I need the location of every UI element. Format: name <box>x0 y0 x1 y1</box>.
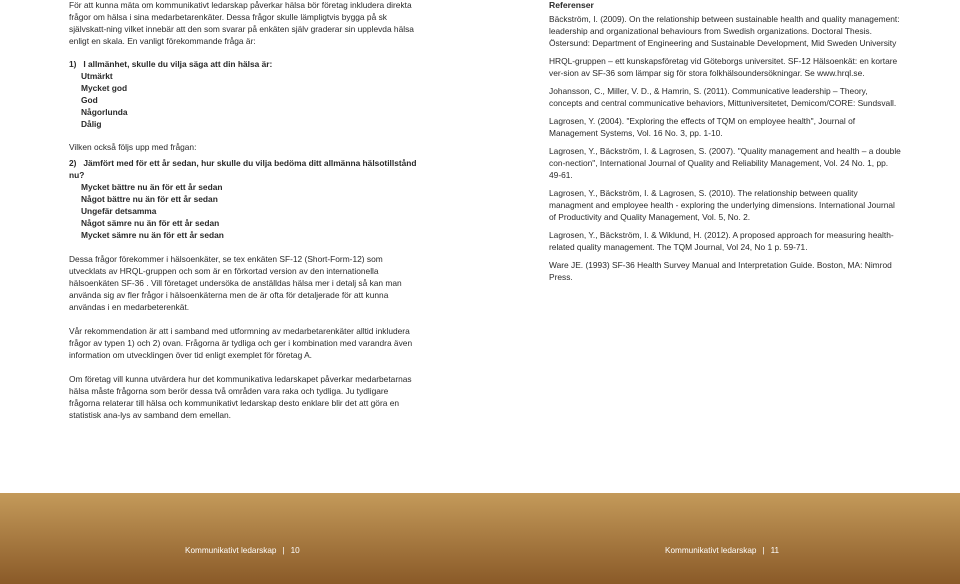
question-2-options <box>81 181 417 241</box>
reference-item: Lagrosen, Y. (2004). "Exploring the effects of TQM on employee health", Journal of Management Systems, Vol. 16 No. 3, pp. 1-10. <box>549 116 856 138</box>
question-2-text: Jämfört med för ett år sedan, hur skulle du vilja bedöma ditt allmänna hälsotillstånd nu? <box>69 158 417 180</box>
body-paragraph-1: Dessa frågor förekommer i hälsoenkäter, se tex enkäten SF-12 (Short-Form-12) som utvecklats av HRQL-gruppen och som är en förkortad version av den internationella hälsoenkäten SF-36 . Vill företaget undersöka de anställdas hälsa mer i detalj så kan man använda sig av fler frågor i hälsoenkäterna men de är ofta för detaljerade för att kunna användas i en medarbeterenkät. <box>69 254 402 312</box>
references-heading: Referenser <box>549 0 594 10</box>
question-2-option: Ungefär detsamma <box>81 206 157 216</box>
footer-right-separator: | <box>762 546 765 555</box>
footer-left-page-number: 10 <box>290 546 300 555</box>
follow-up-text: Vilken också följs upp med frågan: <box>69 142 197 152</box>
question-2-option: Något bättre nu än för ett år sedan <box>81 194 218 204</box>
footer-left-separator: | <box>282 546 285 555</box>
question-2-option: Mycket sämre nu än för ett år sedan <box>81 230 224 240</box>
footer-left-title: Kommunikativt ledarskap <box>185 546 277 555</box>
question-1-number: 1) <box>69 59 77 69</box>
reference-item: Johansson, C., Miller, V. D., & Hamrin, S. (2011). Communicative leadership – Theory, concepts and central communicative behaviors, Mittuniversitetet, Demicom/CORE: Sundsvall. <box>549 86 897 108</box>
reference-item: Ware JE. (1993) SF-36 Health Survey Manual and Interpretation Guide. Boston, MA: Nimrod Press. <box>549 260 892 282</box>
question-2-option: Mycket bättre nu än för ett år sedan <box>81 182 223 192</box>
question-1-option: God <box>81 95 98 105</box>
body-paragraph-2: Vår rekommendation är att i samband med utformning av medarbetarenkäter alltid inkludera frågor av typen 1) och 2) ovan. Frågorna är tydliga och ger i kombination med varandra även information om utvecklingen över tid enligt exemplet för företag A. <box>69 326 413 360</box>
question-1-option: Någorlunda <box>81 107 128 117</box>
reference-item: Lagrosen, Y., Bäckström, I. & Lagrosen, S. (2007). "Quality management and health – a double con-nection", International Journal of Quality and Reliability Management, Vol. 24 No. 1, pp. 49-61. <box>549 146 901 180</box>
reference-item: Bäckström, I. (2009). On the relationship between sustainable health and quality management: leadership and organizational behaviours from Swedish organizations. Doctoral Thesis. Östersund: Department of Engineering and Sustainable Development, Mid Sweden University <box>549 14 900 48</box>
reference-item: HRQL-gruppen – ett kunskapsföretag vid Göteborgs universitet. SF-12 Hälsoenkät: en kortare ver-sion av SF-36 som lämpar sig för stora folkhälsoundersökningar. Se www.hrql.se. <box>549 56 898 78</box>
question-2-option: Något sämre nu än för ett år sedan <box>81 218 220 228</box>
question-1-option: Utmärkt <box>81 71 113 81</box>
footer-right-page-number: 11 <box>770 546 780 555</box>
reference-item: Lagrosen, Y., Bäckström, I. & Lagrosen, S. (2010). The relationship between quality managment and employee health - exploring the underlying dimensions. International Journal of Productivity and Quality Management, Vol. 5, No. 2. <box>549 188 895 222</box>
footer-right <box>665 546 779 555</box>
left-page-column <box>69 0 417 421</box>
intro-paragraph: För att kunna mäta om kommunikativt ledarskap påverkar hälsa bör företag inkludera direkta frågor om hälsa i sina medarbetarenkäter. Dessa frågor skulle lämpligtvis bygga på sk självskatt-ning vilket innebär att den som svarar på enkäten själv graderar sin upplevda hälsa enligt en skala. En vanligt förekommande fråga är: <box>69 0 414 46</box>
question-2 <box>69 157 417 181</box>
footer-band <box>0 493 960 584</box>
question-1-option: Dålig <box>81 119 102 129</box>
reference-item: Lagrosen, Y., Bäckström, I. & Wiklund, H. (2012). A proposed approach for measuring health-related quality management. The TQM Journal, Vol 24, No 1 p. 59-71. <box>549 230 894 252</box>
footer-left <box>185 546 300 555</box>
right-page-column <box>549 0 901 283</box>
footer-right-title: Kommunikativt ledarskap <box>665 546 757 555</box>
question-1-text: I allmänhet, skulle du vilja säga att din hälsa är: <box>83 59 273 69</box>
question-1 <box>69 58 417 70</box>
question-1-option: Mycket god <box>81 83 128 93</box>
question-2-number: 2) <box>69 158 77 168</box>
question-1-options <box>81 70 417 130</box>
body-paragraph-3: Om företag vill kunna utvärdera hur det kommunikativa ledarskapet påverkar medarbetarnas hälsa måste frågorna som berör dessa två områden vara raka och tydliga. Ju tydligare frågorna relaterar till hälsa och kommunikativt ledarskap desto enklare blir det att göra en statistisk ana-lys av samband dem emellan. <box>69 374 412 420</box>
